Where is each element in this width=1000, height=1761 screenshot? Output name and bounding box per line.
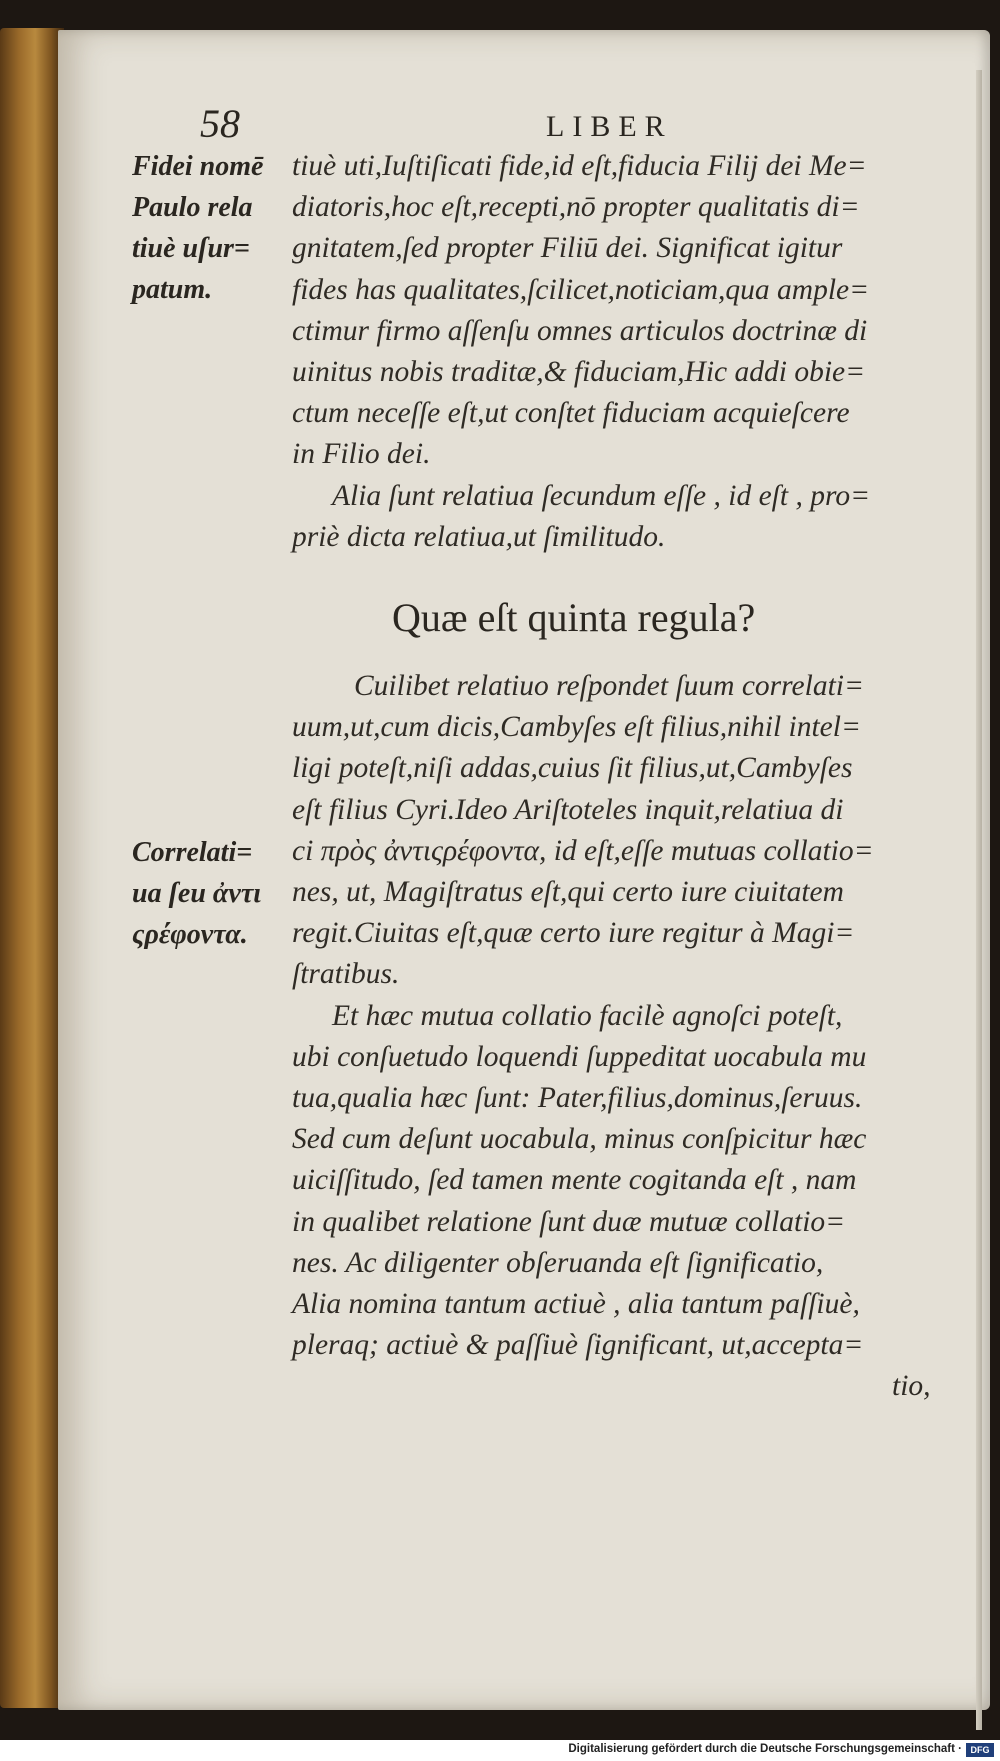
text-line: in Filio dei. <box>292 438 431 471</box>
running-title: LIBER <box>546 110 673 143</box>
text-line: uiciſſitudo, ſed tamen mente cogitanda eſt , nam <box>292 1164 857 1197</box>
text-line: priè dicta relatiua,ut ſimilitudo. <box>292 520 666 553</box>
text-line: Et hæc mutua collatio facilè agnoſci poteſt, <box>332 999 843 1032</box>
text-line: uum,ut,cum dicis,Cambyſes eſt filius,nihil intel= <box>292 711 861 744</box>
margin-note-line: Paulo rela <box>132 192 253 223</box>
text-line: eſt filius Cyri.Ideo Ariſtoteles inquit,relatiua di <box>292 793 844 826</box>
text-line: diatoris,hoc eſt,recepti,nō propter qualitatis di= <box>292 191 860 224</box>
page-edge <box>976 70 982 1730</box>
text-line: Alia nomina tantum actiuè , alia tantum paſſiuè, <box>292 1288 860 1321</box>
text-line: Cuilibet relatiuo reſpondet ſuum correlati= <box>354 670 864 702</box>
footer-bar <box>0 1740 1000 1761</box>
text-line: tiuè uti,Iuſtiſicati fide,id eſt,fiducia Filij dei Me= <box>292 150 867 182</box>
text-line: ſtratibus. <box>292 958 400 991</box>
text-line: uinitus nobis traditæ,& fiduciam,Hic addi obie= <box>292 356 866 389</box>
margin-note-line: ua ſeu ἀντι <box>132 878 262 909</box>
text-line: gnitatem,ſed propter Filiū dei. Significat igitur <box>292 232 843 265</box>
text-line: pleraq; actiuè & paſſiuè ſignificant, ut,accepta= <box>292 1329 864 1362</box>
margin-note-line: Correlati= <box>132 837 253 868</box>
text-line: regit.Ciuitas eſt,quæ certo iure regitur à Magi= <box>292 917 855 950</box>
margin-note-fidei <box>132 146 292 310</box>
text-line: Alia ſunt relatiua ſecundum eſſe , id eſt , pro= <box>332 479 870 512</box>
text-line: Sed cum deſunt uocabula, minus conſpicitur hæc <box>292 1123 867 1156</box>
text-line: ctimur firmo aſſenſu omnes articulos doctrinæ di <box>292 314 868 347</box>
text-line: nes, ut, Magiſtratus eſt,qui certo iure ciuitatem <box>292 876 844 909</box>
paragraph-fidei <box>292 146 962 558</box>
paragraph-regula <box>292 666 962 1408</box>
margin-note-line: ςρέφοντα. <box>132 919 248 950</box>
page-header <box>200 100 920 150</box>
page-number: 58 <box>200 101 240 146</box>
catchword: tio, <box>892 1370 931 1403</box>
book-spine <box>0 28 64 1708</box>
text-line: nes. Ac diligenter obſeruanda eſt ſignificatio, <box>292 1246 824 1279</box>
text-line: fides has qualitates,ſcilicet,noticiam,qua ample= <box>292 273 870 306</box>
dfg-logo: DFG <box>966 1743 994 1757</box>
text-line: in qualibet relatione ſunt duæ mutuæ collatio= <box>292 1205 846 1238</box>
text-line: ci πρὸς ἀντιςρέφοντα, id eſt,eſſe mutuas collatio= <box>292 834 874 867</box>
section-heading: Quæ eſt quinta regula? <box>392 595 756 640</box>
margin-note-line: patum. <box>132 274 213 305</box>
text-line: ubi conſuetudo loquendi ſuppeditat uocabula mu <box>292 1040 867 1073</box>
margin-note-correlatiua <box>132 832 292 955</box>
text-line: ctum neceſſe eſt,ut conſtet fiduciam acquieſcere <box>292 397 850 430</box>
footer-credit: Digitalisierung gefördert durch die Deutsche Forschungsgemeinschaft · <box>568 1743 962 1755</box>
text-line: ligi poteſt,niſi addas,cuius ſit filius,ut,Cambyſes <box>292 752 853 785</box>
margin-note-line: tiuè uſur= <box>132 233 250 264</box>
text-line: tua,qualia hæc ſunt: Pater,filius,dominus,ſeruus. <box>292 1082 863 1115</box>
margin-note-line: Fidei nomē <box>132 151 264 182</box>
